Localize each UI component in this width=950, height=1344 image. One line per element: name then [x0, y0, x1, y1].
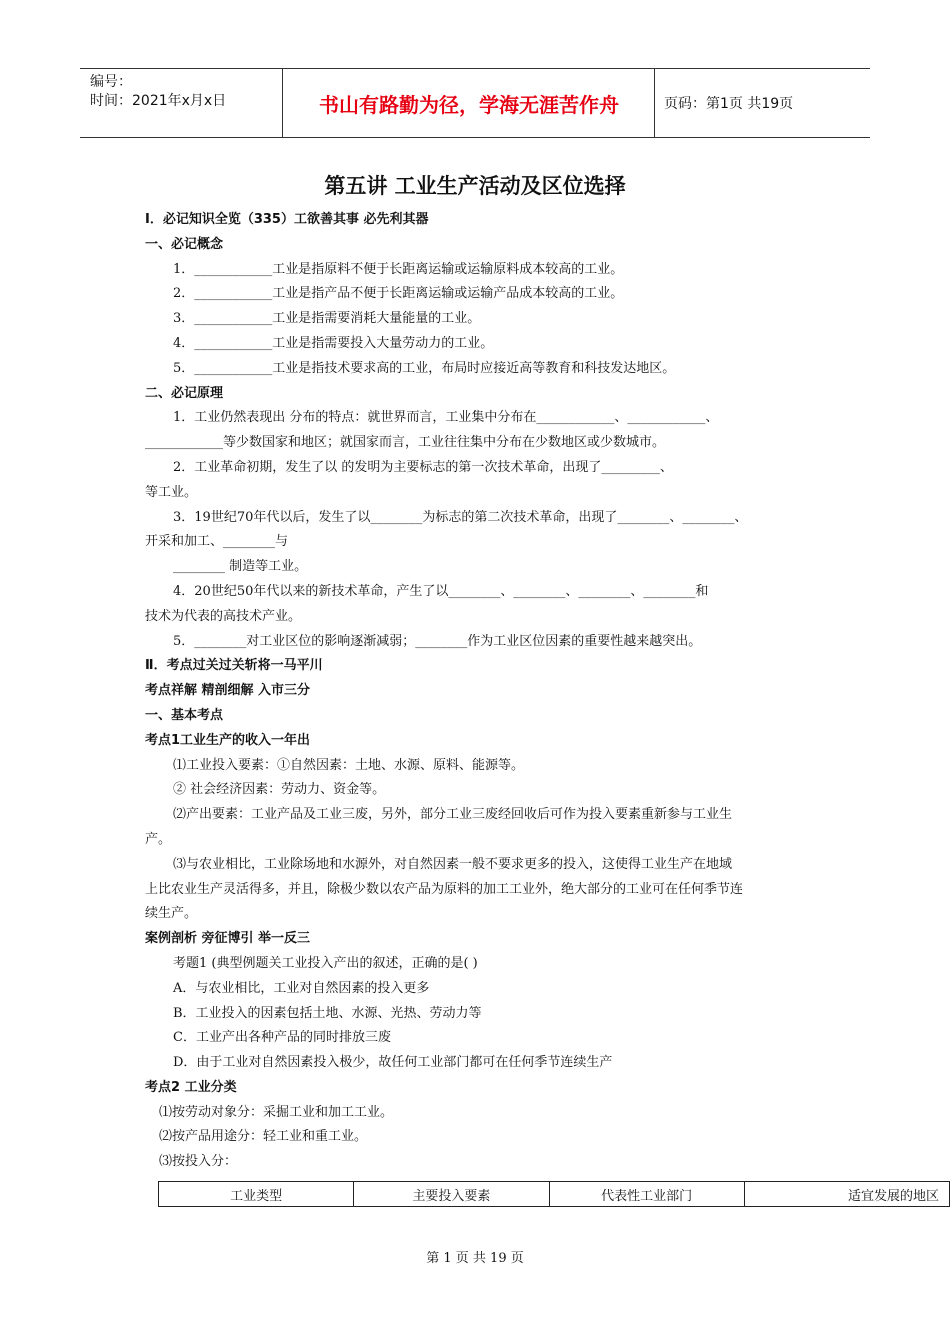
table-header-cell: 适宜发展的地区	[744, 1182, 949, 1207]
text-line: 考题1 (典型例题关工业投入产出的叙述，正确的是( )	[173, 955, 478, 971]
text-line: 1．工业仍然表现出 分布的特点：就世界而言，工业集中分布在____________、____________、	[173, 410, 719, 426]
text-line: 5．________对工业区位的影响逐渐减弱；________作为工业区位因素的重要性越来越突出。	[173, 633, 702, 649]
text-line: ⑵按产品用途分：轻工业和重工业。	[159, 1129, 368, 1145]
text-line: ⑴工业投入要素：①自然因素：土地、水源、原料、能源等。	[173, 757, 525, 773]
text-line: 1．____________工业是指原料不便于长距离运输或运输原料成本较高的工业。	[173, 261, 624, 277]
text-line: A．与农业相比，工业对自然因素的投入更多	[173, 980, 430, 996]
section-heading: 一、必记概念	[145, 236, 224, 252]
text-line: ⑶与农业相比，工业除场地和水源外，对自然因素一般不要求更多的投入，这使得工业生产在地域	[173, 856, 733, 872]
table-header-row	[159, 1182, 950, 1207]
text-line: ⑶按投入分：	[159, 1154, 238, 1170]
text-line: B．工业投入的因素包括土地、水源、光热、劳动力等	[173, 1005, 482, 1021]
header-divider-left	[282, 69, 283, 137]
table-header-cell: 主要投入要素	[354, 1182, 549, 1207]
document-body	[145, 208, 810, 1175]
text-line: 3．____________工业是指需要消耗大量能量的工业。	[173, 311, 481, 327]
text-line: 2．____________工业是指产品不便于长距离运输或运输产品成本较高的工业。	[173, 286, 624, 302]
industry-type-table	[158, 1181, 950, 1207]
text-line: ⑴按劳动对象分：采掘工业和加工工业。	[159, 1104, 394, 1120]
text-line: C．工业产出各种产品的同时排放三废	[173, 1030, 391, 1046]
page-title: 第五讲 工业生产活动及区位选择	[324, 174, 626, 198]
text-line: 技术为代表的高技术产业。	[145, 608, 302, 624]
section-heading: 案例剖析 旁征博引 举一反三	[145, 931, 311, 947]
text-line: 5．____________工业是指技术要求高的工业，布局时应接近高等教育和科技发达地区。	[173, 360, 676, 376]
section-heading: 考点2 工业分类	[145, 1079, 237, 1095]
section-heading: 考点祥解 精剖细解 入市三分	[145, 683, 311, 699]
document-date-label: 时间：2021年x月x日	[90, 93, 227, 109]
header-motto: 书山有路勤为径，学海无涯苦作舟	[319, 92, 619, 117]
text-line: 上比农业生产灵活得多，并且，除极少数以农产品为原料的加工工业外，绝大部分的工业可在任何季节连	[145, 881, 744, 897]
table-header-cell: 代表性工业部门	[549, 1182, 744, 1207]
document-header	[80, 68, 870, 138]
text-line: D．由于工业对自然因素投入极少，故任何工业部门都可在任何季节连续生产	[173, 1055, 613, 1071]
section-heading: 一、基本考点	[145, 707, 224, 723]
header-divider-right	[654, 69, 655, 137]
section-heading: Ⅱ．考点过关过关斩将一马平川	[145, 658, 323, 674]
section-heading: 二、必记原理	[145, 385, 224, 401]
header-page-info: 页码：第1页 共19页	[664, 96, 794, 112]
text-line: ⑵产出要素：工业产品及工业三废，另外，部分工业三废经回收后可作为投入要素重新参与工业生	[173, 807, 733, 823]
text-line: 3．19世纪70年代以后，发生了以________为标志的第二次技术革命，出现了________、________、	[173, 509, 748, 525]
text-line: 4．20世纪50年代以来的新技术革命，产生了以________、________、________、________和	[173, 583, 709, 599]
section-heading: I．必记知识全览（335）工欲善其事 必先利其器	[145, 212, 429, 227]
text-line: 开采和加工、________与	[145, 534, 289, 550]
text-line: 4．____________工业是指需要投入大量劳动力的工业。	[173, 335, 494, 351]
document-number-label: 编号：	[90, 74, 132, 90]
table-header-cell: 工业类型	[159, 1182, 354, 1207]
section-heading: 考点1工业生产的收入一年出	[145, 732, 311, 748]
text-line: ____________等少数国家和地区；就国家而言，工业往往集中分布在少数地区或少数城市。	[145, 435, 666, 451]
text-line: 2．工业革命初期，发生了以 的发明为主要标志的第一次技术革命，出现了_________、	[173, 459, 673, 475]
page-footer: 第 1 页 共 19 页	[426, 1251, 524, 1266]
text-line: 等工业。	[145, 484, 198, 500]
text-line: ________ 制造等工业。	[173, 559, 308, 575]
text-line: ② 社会经济因素：劳动力、资金等。	[173, 782, 386, 798]
header-meta	[90, 73, 226, 111]
text-line: 产。	[145, 831, 172, 847]
text-line: 续生产。	[145, 906, 198, 922]
